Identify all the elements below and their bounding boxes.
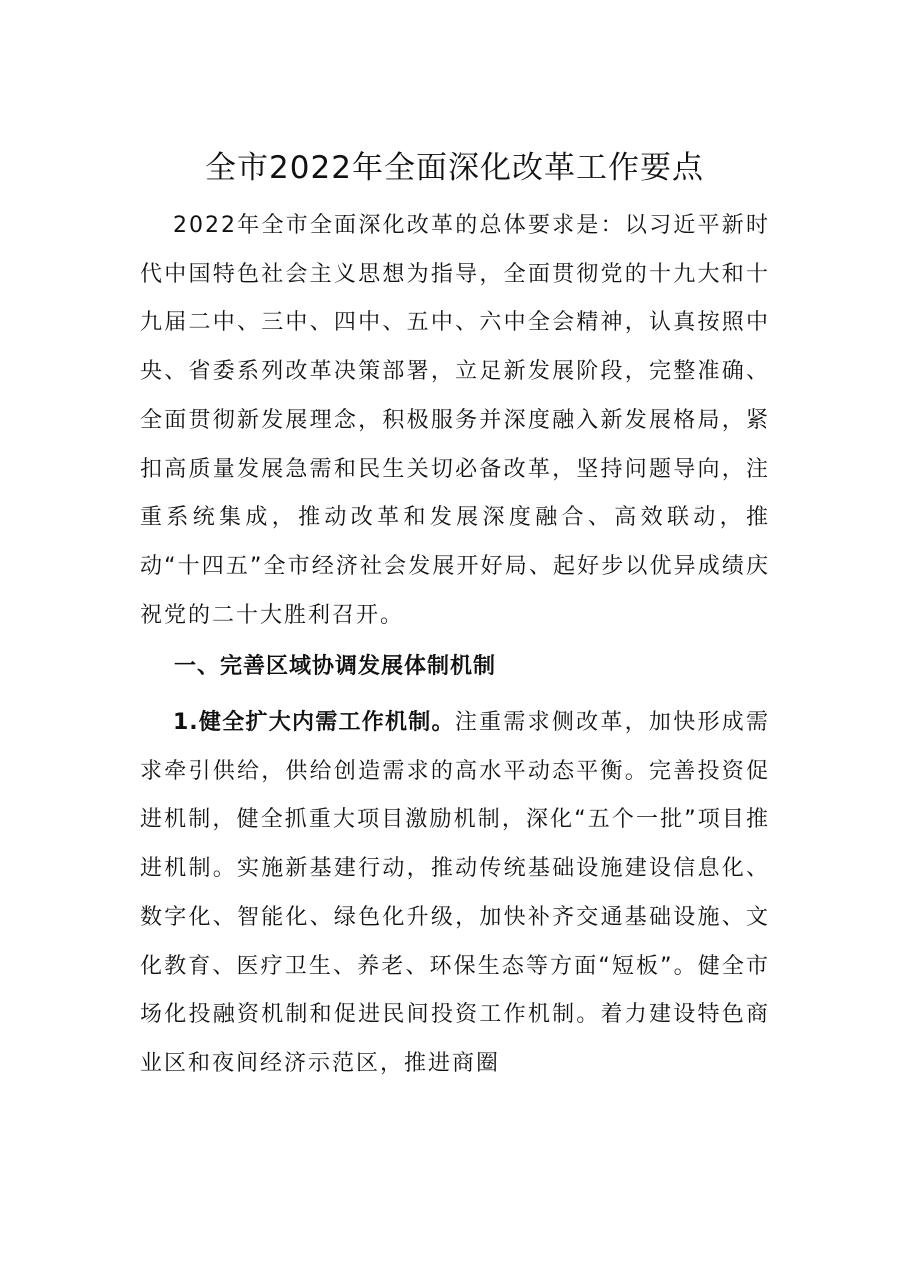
document-title: 全市2022年全面深化改革工作要点	[205, 150, 704, 186]
item-body: 注重需求侧改革，加快形成需求牵引供给，供给创造需求的高水平动态平衡。完善投资促进机制，健全抓重大项目激励机制，深化“五个一批”项目推进机制。实施新基建行动，推动传统基础设施建设信息化、数字化、智能化、绿色化升级，加快补齐交通基础设施、文化教育、医疗卫生、养老、环保生态等方面“短板”。健全市场化投融资机制和促进民间投资工作机制。着力建设特色商业区和夜间经济示范区，推进商圈	[140, 710, 770, 1076]
item-lead: 1.健全扩大内需工作机制。	[173, 710, 455, 735]
item-paragraph	[140, 699, 770, 1089]
section-heading: 一、完善区域协调发展体制机制	[174, 654, 497, 679]
intro-paragraph: 2022年全市全面深化改革的总体要求是：以习近平新时代中国特色社会主义思想为指导，全面贯彻党的十九大和十九届二中、三中、四中、五中、六中全会精神，认真按照中央、省委系列改革决策部署，立足新发展阶段，完整准确、全面贯彻新发展理念，积极服务并深度融入新发展格局，紧扣高质量发展急需和民生关切必备改革，坚持问题导向，注重系统集成，推动改革和发展深度融合、高效联动，推动“十四五”全市经济社会发展开好局、起好步以优异成绩庆祝党的二十大胜利召开。	[140, 213, 770, 628]
